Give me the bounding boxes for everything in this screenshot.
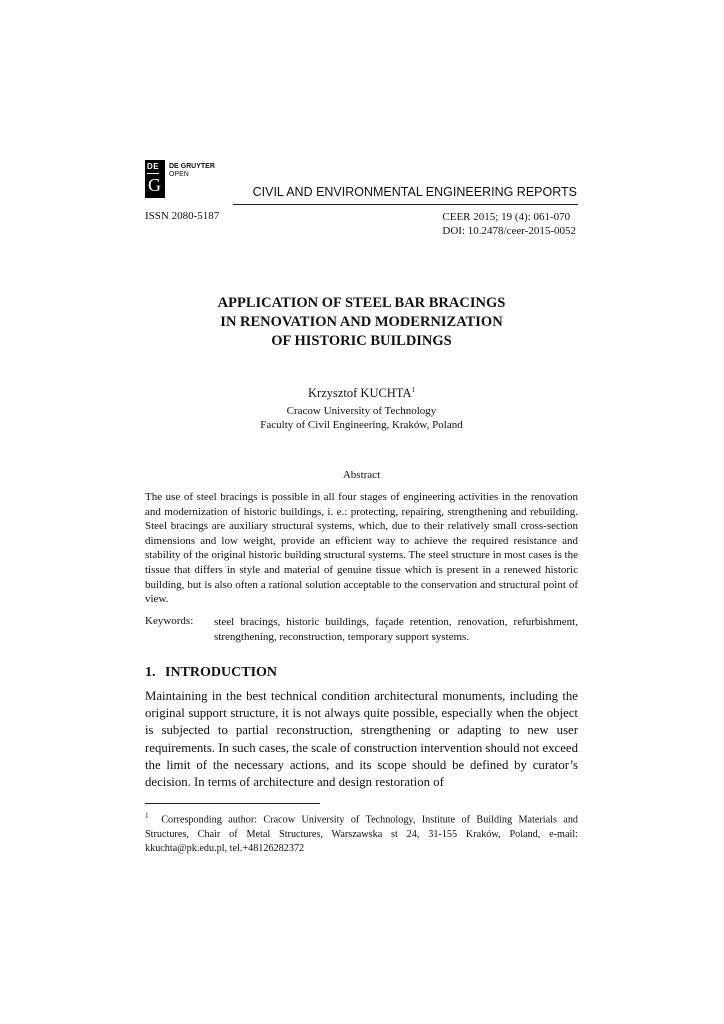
footnote [145, 809, 578, 857]
publisher-subname: OPEN [169, 171, 189, 178]
logo-de: DE [147, 162, 160, 171]
abstract-text: The use of steel bracings is possible in all four stages of engineering activities in the renovation and modernization of historic buildings, i. e.: protecting, repairing, strengthening and rebuilding. Steel bracings are auxiliary structural systems, which, due to their relatively small cross-section dimensions and low weight, provide an efficient way to achieve the required resistance and stability of the original historic building structural systems. The steel structure in most cases is the tissue that differs in style and material of genuine tissue which is present in a renewed historic building, but is also often a rational solution acceptable to the conservation and structural point of view. [145, 491, 578, 606]
issn: ISSN 2080-5187 [145, 210, 220, 222]
title-line-2: IN RENOVATION AND MODERNIZATION [220, 314, 503, 330]
de-gruyter-logo-icon [145, 160, 165, 198]
citation: CEER 2015; 19 (4): 061-070 [442, 211, 571, 223]
section-heading [145, 665, 277, 681]
logo-divider [147, 173, 159, 174]
footnote-mark: 1 [145, 812, 149, 820]
footnote-rule [145, 803, 320, 804]
paper-title [145, 294, 578, 351]
author-footnote-mark: 1 [411, 386, 415, 394]
keywords-label: Keywords: [145, 615, 194, 627]
logo-g: G [148, 175, 161, 195]
affiliation-university: Cracow University of Technology [286, 405, 437, 417]
abstract-heading: Abstract [342, 469, 381, 481]
introduction-text: Maintaining in the best technical condition architectural monuments, including the original support structure, it is not always quite possible, especially when the object is subjected to partial reconstruction, strengthening or adapting to new user requirements. In such cases, the scale of construction intervention should not exceed the limit of the necessary actions, and its scope should be defined by curator’s decision. In terms of architecture and design restoration of [145, 689, 578, 790]
affiliation [145, 404, 578, 432]
title-line-3: OF HISTORIC BUILDINGS [271, 333, 452, 349]
author [145, 386, 578, 401]
author-name: Krzysztof KUCHTA [308, 386, 412, 401]
publisher-logo [145, 160, 229, 198]
section-title: INTRODUCTION [165, 665, 278, 680]
section-number: 1. [145, 665, 156, 680]
doi: DOI: 10.2478/ceer-2015-0052 [442, 225, 576, 237]
title-line-1: APPLICATION OF STEEL BAR BRACINGS [217, 295, 506, 311]
publisher-name: DE GRUYTER [169, 163, 215, 170]
journal-title: CIVIL AND ENVIRONMENTAL ENGINEERING REPORTS [252, 185, 577, 199]
affiliation-faculty: Faculty of Civil Engineering, Kraków, Poland [260, 419, 463, 431]
citation-block [442, 210, 576, 238]
keywords-text: steel bracings, historic buildings, façade retention, renovation, refurbishment, strengthening, reconstruction, temporary support systems. [214, 616, 578, 643]
header-rule [233, 204, 578, 205]
footnote-text: Corresponding author: Cracow University of Technology, Institute of Building Materials and Structures, Chair of Metal Structures, Warszawska st 24, 31-155 Kraków, Poland, e-mail: kkuchta@pk.edu.pl, tel.+48126282372 [145, 814, 579, 855]
